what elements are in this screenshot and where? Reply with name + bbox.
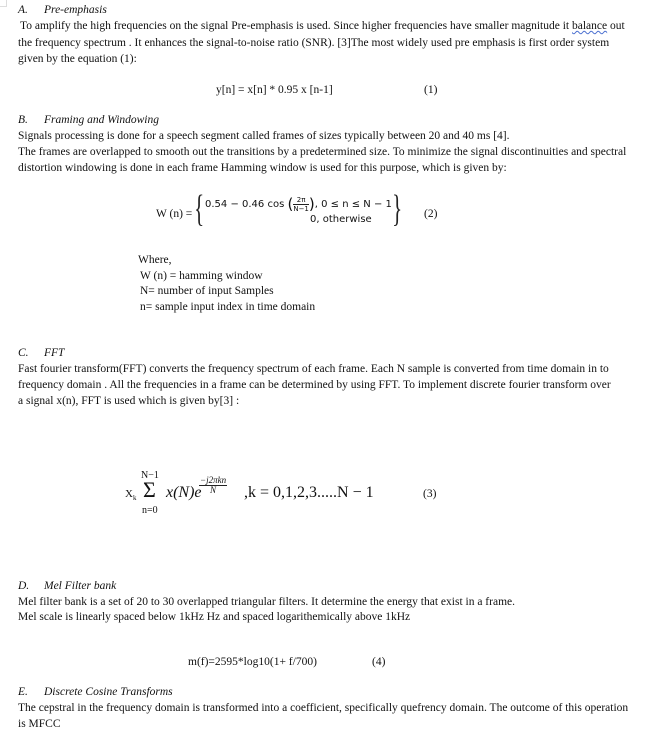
equation-2-cos-term: 0.54 − 0.46 cos: [205, 199, 285, 210]
section-b-line-1: Signals processing is done for a speech segment called frames of sizes typically between 20 and 40 ms [4].: [18, 130, 510, 142]
equation-3-number: (3): [423, 488, 437, 500]
equation-2-case-2: 0, otherwise: [310, 214, 372, 225]
equation-2-frac-num: 2π: [293, 196, 309, 205]
right-brace-icon: }: [392, 188, 403, 230]
equation-3-k-sub: k: [132, 494, 137, 503]
equation-2-condition: , 0 ≤ n ≤ N − 1: [314, 199, 392, 210]
equation-3-body: x(N)e: [166, 484, 202, 501]
equation-3-x: X: [125, 488, 133, 500]
section-a-line-1: [20, 20, 640, 32]
section-a-title: Pre-emphasis: [44, 4, 107, 16]
equation-2-frac-den: N−1: [293, 204, 309, 213]
section-b-heading: [18, 114, 159, 126]
equation-2-lhs: W (n) =: [156, 208, 193, 220]
equation-4-number: (4): [372, 656, 386, 668]
left-brace-icon: {: [194, 188, 205, 230]
equation-3-sum-bottom: n=0: [142, 505, 158, 516]
definition-n-upper: N= number of input Samples: [140, 285, 274, 297]
section-a-heading: [18, 4, 107, 16]
section-a-line-2: the frequency spectrum . It enhances the signal-to-noise ratio (SNR). [3]The most widely used pre emphasis is first order system: [18, 37, 610, 49]
section-c-line-1: Fast fourier transform(FFT) converts the frequency spectrum of each frame. Each N sample is converted from time domain in to: [18, 363, 609, 375]
section-c-line-3: a signal x(n), FFT is used which is given by[3] :: [18, 395, 240, 407]
section-d-heading: [18, 580, 116, 592]
section-b-title: Framing and Windowing: [44, 114, 160, 126]
section-c-title: FFT: [44, 347, 65, 359]
section-b-number: B.: [18, 114, 28, 126]
equation-2-number: (2): [424, 208, 438, 220]
section-a-text-1: To amplify the high frequencies on the signal Pre-emphasis is used. Since higher frequencies have smaller magnitude it: [20, 20, 570, 32]
section-a-line-3: given by the equation (1):: [18, 53, 137, 65]
page-corner-mark: [0, 0, 7, 7]
section-b-line-3: distortion windowing is done in each frame Hamming window is used for this purpose, which is given by:: [18, 162, 507, 174]
equation-3-tail: ,k = 0,1,2,3.....N − 1: [244, 484, 374, 501]
equation-3-exponent: [199, 476, 227, 495]
equation-1-number: (1): [424, 84, 438, 96]
section-d-line-1: Mel filter bank is a set of 20 to 30 overlapped triangular filters. It determine the energy that exist in a frame.: [18, 596, 515, 608]
where-label: Where,: [138, 254, 172, 266]
section-e-line-1: The cepstral in the frequency domain is transformed into a coefficient, specifically quefrency domain. The outcome of this operation: [18, 702, 629, 714]
equation-1: y[n] = x[n] * 0.95 x [n-1]: [216, 84, 333, 96]
spellcheck-word: balance: [572, 20, 608, 32]
definition-n-lower: n= sample input index in time domain: [140, 301, 316, 313]
section-d-line-2: Mel scale is linearly spaced below 1kHz Hz and spaced logarithemically above 1kHz: [18, 611, 411, 623]
equation-4: m(f)=2595*log10(1+ f/700): [188, 656, 317, 668]
equation-3-exp-den: N: [210, 485, 217, 495]
equation-3-lhs: [125, 488, 136, 502]
section-c-heading: [18, 347, 64, 359]
sigma-icon: Σ: [143, 477, 156, 502]
section-c-line-2: frequency domain . All the frequencies in a frame can be determined by using FFT. To implement discrete fourier transform over: [18, 379, 611, 391]
section-a-text-1-end: out: [610, 20, 625, 32]
section-e-line-2: is MFCC: [18, 718, 61, 730]
section-b-line-2: The frames are overlapped to smooth out the transitions by a predetermined size. To minimize the signal discontinuities and spectral: [18, 146, 627, 158]
equation-3-exp-num: −j2πkn: [200, 475, 227, 485]
section-e-title: Discrete Cosine Transforms: [44, 686, 173, 698]
section-d-title: Mel Filter bank: [44, 580, 117, 592]
section-a-number: A.: [18, 4, 28, 16]
equation-2-case-1: 0.54 − 0.46 cos ( $\frac{2\pi}{N-1}$ ), 0 ≤ n ≤ N − 1: [205, 195, 392, 213]
equation-3-sum-top: N−1: [141, 470, 159, 481]
definition-w: W (n) = hamming window: [140, 270, 263, 282]
section-c-number: C.: [18, 347, 29, 359]
section-e-number: E.: [18, 686, 28, 698]
section-e-heading: [18, 686, 173, 698]
section-d-number: D.: [18, 580, 30, 592]
